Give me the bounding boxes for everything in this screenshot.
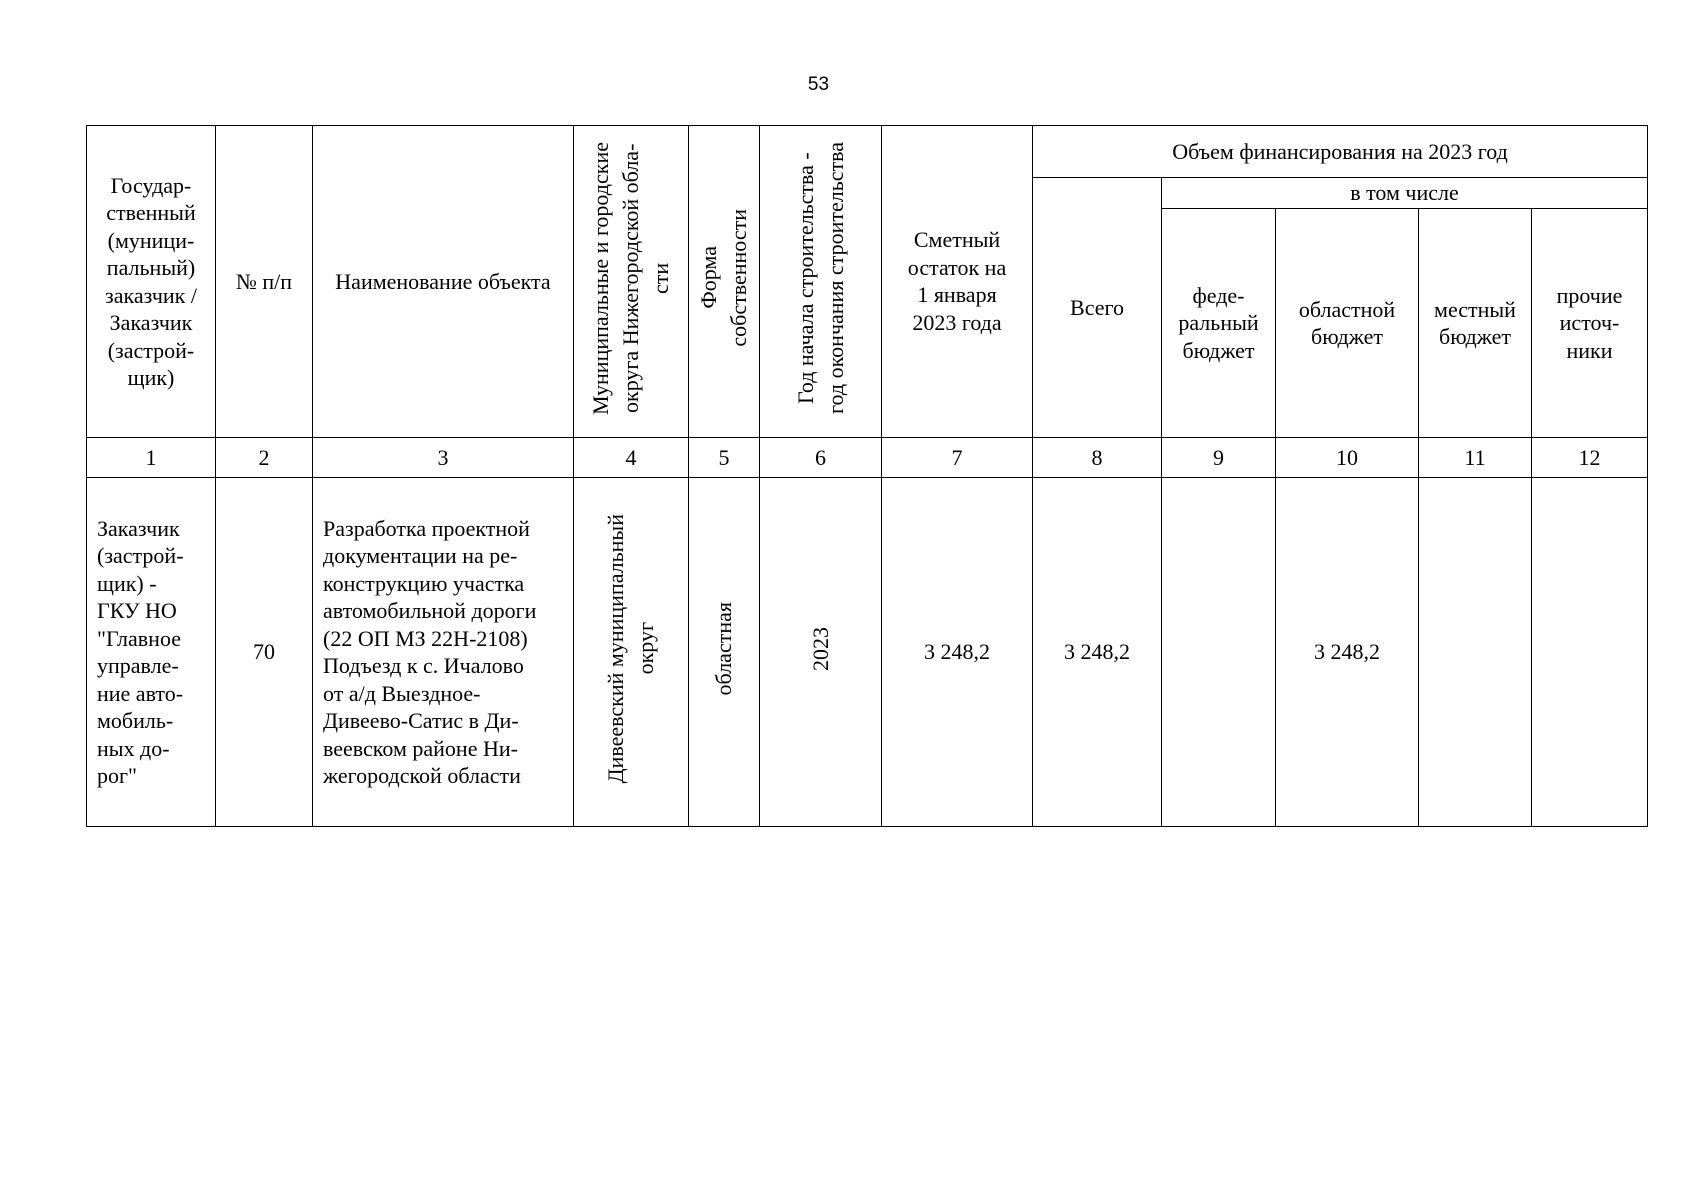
column-number: 4 [574, 438, 689, 478]
row-federal [1162, 478, 1276, 827]
header-other: прочие источ- ники [1532, 209, 1648, 438]
header-years-cell [760, 126, 882, 438]
row-municipality: Дивеевский муниципальный округ [603, 514, 658, 784]
header-municipality: Муниципальные и городские округа Нижегородской обла- сти [588, 141, 673, 415]
row-regional: 3 248,2 [1276, 478, 1419, 827]
row-estimate-balance: 3 248,2 [882, 478, 1033, 827]
row-ownership-cell [689, 478, 760, 827]
column-number: 2 [216, 438, 313, 478]
header-years: Год начала строительства - год окончания строительства [792, 142, 848, 415]
row-other [1532, 478, 1648, 827]
column-number: 10 [1276, 438, 1419, 478]
row-object-name: Разработка проектной документации на ре- конструкцию участка автомобильной дороги (22 ОП МЗ 22Н-2108) Подъезд к с. Ичалово от а/д Выездное- Дивеево-Сатис в Ди- веевском районе Ни- жегородской области [313, 478, 574, 827]
column-number: 12 [1532, 438, 1648, 478]
row-customer: Заказчик (застрой- щик) - ГКУ НО "Главное управле- ние авто- мобиль- ных до- рог" [87, 478, 216, 827]
header-ownership: Форма собственности [696, 209, 751, 348]
column-number: 6 [760, 438, 882, 478]
financing-table [86, 125, 1648, 827]
page-number: 53 [807, 74, 830, 95]
row-years-cell [760, 478, 882, 827]
column-number: 3 [313, 438, 574, 478]
row-local [1419, 478, 1532, 827]
header-number: № п/п [216, 126, 313, 438]
row-municipality-cell [574, 478, 689, 827]
header-object-name: Наименование объекта [313, 126, 574, 438]
column-number: 11 [1419, 438, 1532, 478]
table-row [87, 478, 1648, 827]
header-financing-title: Объем финансирования на 2023 год [1033, 126, 1648, 178]
header-federal: феде- ральный бюджет [1162, 209, 1276, 438]
header-including: в том числе [1162, 178, 1648, 209]
column-number: 1 [87, 438, 216, 478]
column-number: 7 [882, 438, 1033, 478]
row-total: 3 248,2 [1033, 478, 1162, 827]
row-years: 2023 [807, 626, 833, 671]
header-row-1 [87, 126, 1648, 178]
header-regional: областной бюджет [1276, 209, 1419, 438]
header-local: местный бюджет [1419, 209, 1532, 438]
column-number-row [87, 438, 1648, 478]
header-estimate-balance: Сметный остаток на 1 января 2023 года [882, 126, 1033, 438]
column-number: 5 [689, 438, 760, 478]
header-municipality-cell [574, 126, 689, 438]
row-number: 70 [216, 478, 313, 827]
header-customer: Государ- ственный (муници- пальный) заказчик / Заказчик (застрой- щик) [87, 126, 216, 438]
column-number: 9 [1162, 438, 1276, 478]
header-total: Всего [1033, 178, 1162, 438]
column-number: 8 [1033, 438, 1162, 478]
header-ownership-cell [689, 126, 760, 438]
row-ownership: областная [711, 602, 736, 696]
